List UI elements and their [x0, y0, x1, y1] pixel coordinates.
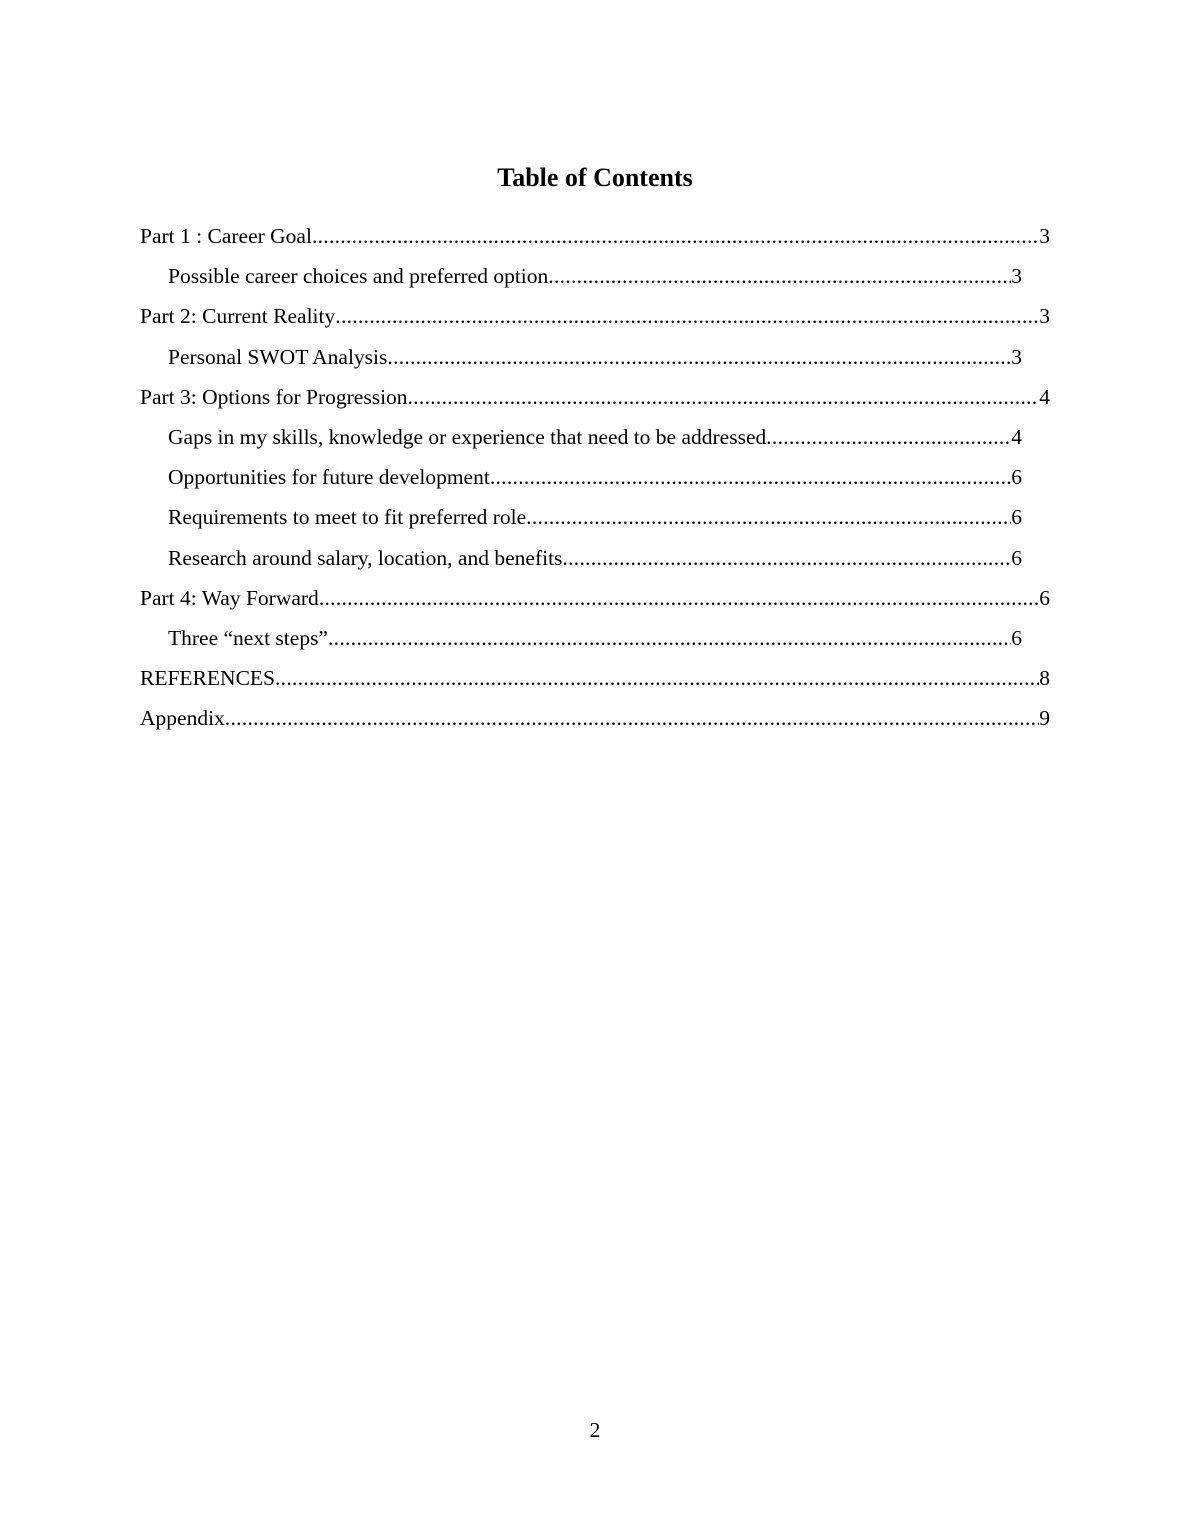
toc-dot-leader	[335, 300, 1039, 332]
toc-entry-label: Possible career choices and preferred option	[168, 264, 549, 289]
page-number: 2	[589, 1418, 601, 1442]
toc-title: Table of Contents	[497, 163, 693, 192]
toc-entry-page: 3	[1011, 344, 1022, 369]
toc-entry-part-4[interactable]	[140, 582, 1050, 622]
toc-dot-leader	[312, 220, 1039, 252]
toc-dot-leader	[225, 702, 1039, 734]
toc-entry-page: 6	[1039, 585, 1050, 610]
toc-entry-part-2[interactable]	[140, 300, 1050, 340]
toc-dot-leader	[408, 381, 1040, 413]
toc-dot-leader	[387, 341, 1011, 373]
toc-dot-leader	[275, 662, 1039, 694]
toc-entry-page: 4	[1039, 384, 1050, 409]
toc-entry-opportunities[interactable]	[168, 461, 1022, 501]
toc-dot-leader	[548, 260, 1011, 292]
toc-entry-label: Three “next steps”	[168, 625, 328, 650]
toc-entry-next-steps[interactable]	[168, 622, 1022, 662]
toc-entry-page: 6	[1011, 465, 1022, 490]
toc-entry-label: REFERENCES	[140, 666, 275, 691]
toc-dot-leader	[562, 542, 1011, 574]
toc-entry-appendix[interactable]	[140, 702, 1050, 742]
toc-entry-page: 3	[1039, 304, 1050, 329]
toc-dot-leader	[766, 421, 1011, 453]
toc-entry-label: Personal SWOT Analysis	[168, 344, 388, 369]
toc-entry-gaps[interactable]	[168, 421, 1022, 461]
toc-entry-part-3[interactable]	[140, 381, 1050, 421]
toc-dot-leader	[319, 582, 1039, 614]
toc-entry-label: Part 2: Current Reality	[140, 304, 336, 329]
toc-entry-part-1[interactable]	[140, 220, 1050, 260]
toc-entry-page: 8	[1039, 666, 1050, 691]
toc-entry-page: 6	[1011, 625, 1022, 650]
toc-entry-label: Part 1 : Career Goal	[140, 224, 312, 248]
toc-entry-label: Part 3: Options for Progression	[140, 384, 408, 409]
toc-entry-label: Gaps in my skills, knowledge or experience that need to be addressed	[168, 424, 767, 449]
toc-entry-page: 3	[1039, 224, 1050, 248]
toc-entry-requirements[interactable]	[168, 501, 1022, 541]
toc-entry-label: Requirements to meet to fit preferred role	[168, 505, 527, 530]
toc-entry-career-choices[interactable]	[168, 260, 1022, 300]
toc-list	[140, 220, 1050, 742]
toc-entry-references[interactable]	[140, 662, 1050, 702]
toc-entry-page: 6	[1011, 505, 1022, 530]
toc-entry-page: 3	[1011, 264, 1022, 289]
toc-entry-page: 4	[1011, 424, 1022, 449]
toc-entry-label: Opportunities for future development	[168, 465, 490, 490]
toc-entry-research[interactable]	[168, 542, 1022, 582]
toc-dot-leader	[328, 622, 1011, 654]
toc-entry-label: Part 4: Way Forward	[140, 585, 319, 610]
toc-entry-page: 9	[1039, 706, 1050, 731]
toc-dot-leader	[490, 461, 1011, 493]
toc-entry-label: Research around salary, location, and benefits	[168, 545, 563, 570]
toc-dot-leader	[526, 501, 1011, 533]
toc-entry-page: 6	[1011, 545, 1022, 570]
toc-entry-swot[interactable]	[168, 341, 1022, 381]
toc-entry-label: Appendix	[140, 706, 225, 731]
